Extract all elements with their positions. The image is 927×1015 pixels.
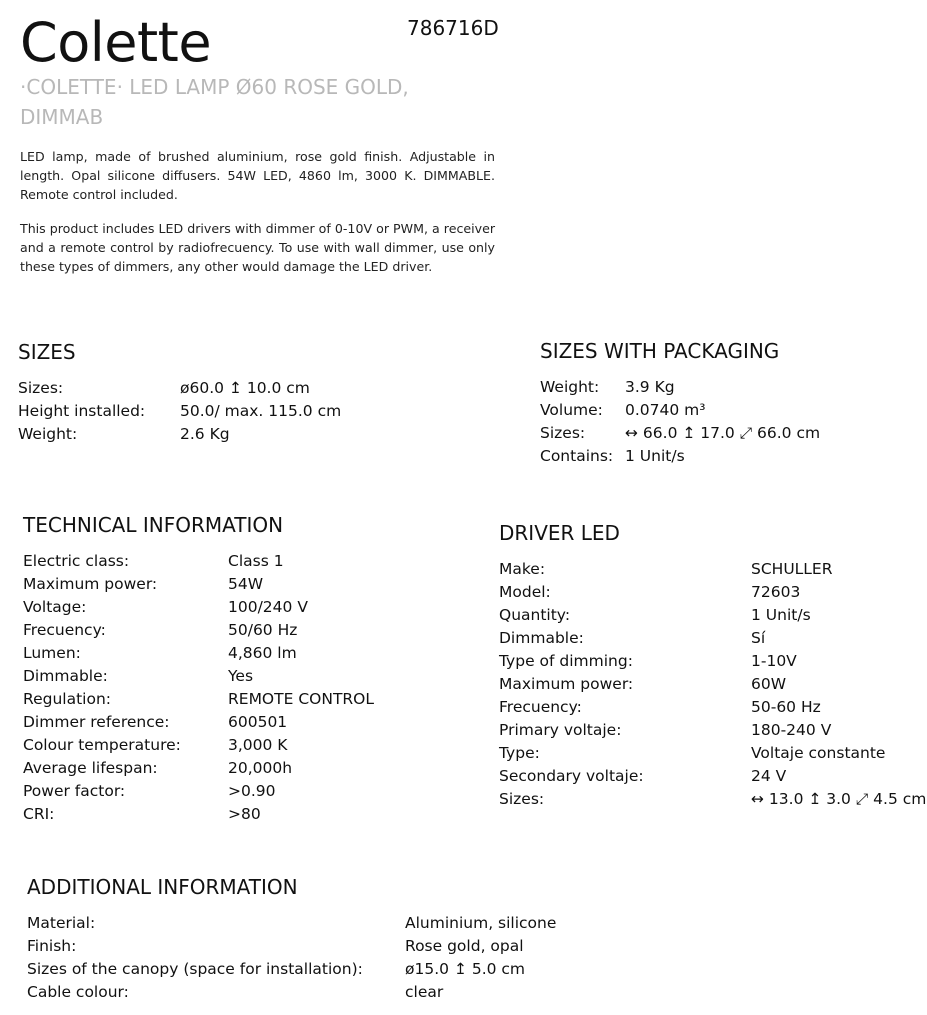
spec-row <box>23 596 463 619</box>
spec-row <box>18 377 488 400</box>
spec-row <box>540 376 920 399</box>
spec-value: clear <box>405 983 444 1001</box>
spec-value: 180-240 V <box>751 721 832 739</box>
spec-value: 20,000h <box>228 759 293 777</box>
spec-value: 2.6 Kg <box>180 425 230 443</box>
spec-row <box>499 696 924 719</box>
spec-label: Frecuency: <box>23 621 106 639</box>
spec-label: Average lifespan: <box>23 759 158 777</box>
spec-label: Dimmable: <box>23 667 108 685</box>
spec-value: Yes <box>228 667 254 685</box>
spec-row <box>23 688 463 711</box>
spec-label: Material: <box>27 914 96 932</box>
spec-label: Model: <box>499 583 551 601</box>
spec-label: Regulation: <box>23 690 111 708</box>
additional-section <box>27 874 627 1009</box>
spec-label: Volume: <box>540 401 603 419</box>
spec-value: 3.9 Kg <box>625 378 675 396</box>
spec-label: Lumen: <box>23 644 81 662</box>
spec-value: Class 1 <box>228 552 284 570</box>
spec-label: Quantity: <box>499 606 571 624</box>
product-description: LED lamp, made of brushed aluminium, rose gold finish. Adjustable in length. Opal silicone diffusers. 54W LED, 4860 lm, 3000 K. DIMMABLE. Remote control included. <box>20 149 495 202</box>
spec-value: 24 V <box>751 767 787 785</box>
spec-label: Sizes: <box>540 424 586 442</box>
spec-row <box>23 619 463 642</box>
spec-label: Type: <box>499 744 540 762</box>
spec-label: Primary voltaje: <box>499 721 622 739</box>
spec-value: 1 Unit/s <box>751 606 811 624</box>
spec-label: Dimmer reference: <box>23 713 170 731</box>
spec-label: Sizes: <box>499 790 545 808</box>
spec-value: 3,000 K <box>228 736 288 754</box>
spec-value: 4,860 lm <box>228 644 297 662</box>
spec-row <box>23 711 463 734</box>
driver-note: This product includes LED drivers with dimmer of 0-10V or PWM, a receiver and a remote control by radiofrecuency. To use with wall dimmer, use only these types of dimmers, any other would damage the LED driver. <box>20 221 495 274</box>
spec-label: Dimmable: <box>499 629 584 647</box>
spec-row <box>23 757 463 780</box>
spec-label: Weight: <box>18 425 78 443</box>
spec-value: ↔ 66.0 ↥ 17.0 ⤢ 66.0 cm <box>625 424 821 442</box>
spec-row <box>499 788 927 811</box>
spec-value: ø60.0 ↥ 10.0 cm <box>180 379 310 397</box>
spec-value: >80 <box>228 805 261 823</box>
spec-value: 72603 <box>751 583 801 601</box>
spec-row <box>499 581 924 604</box>
spec-value: REMOTE CONTROL <box>228 690 375 708</box>
spec-value: 100/240 V <box>228 598 308 616</box>
spec-row <box>23 734 463 757</box>
spec-label: Voltage: <box>23 598 87 616</box>
spec-row <box>499 742 924 765</box>
product-code: 786716D <box>407 16 499 40</box>
spec-value: 1-10V <box>751 652 797 670</box>
spec-row <box>540 422 920 445</box>
spec-value: SCHULLER <box>751 560 833 578</box>
spec-value: >0.90 <box>228 782 276 800</box>
driver-section <box>499 520 927 820</box>
spec-label: Maximum power: <box>23 575 158 593</box>
spec-row <box>27 935 627 958</box>
spec-label: Frecuency: <box>499 698 582 716</box>
sizes-section <box>18 339 488 449</box>
section-title: SIZES WITH PACKAGING <box>540 339 780 363</box>
spec-label: Power factor: <box>23 782 126 800</box>
spec-value: ↔ 13.0 ↥ 3.0 ⤢ 4.5 cm <box>751 790 927 808</box>
spec-row <box>23 803 463 826</box>
spec-row <box>23 642 463 665</box>
spec-value: Rose gold, opal <box>405 937 524 955</box>
spec-label: Sizes: <box>18 379 64 397</box>
spec-label: Secondary voltaje: <box>499 767 644 785</box>
spec-row <box>23 573 463 596</box>
spec-label: Cable colour: <box>27 983 129 1001</box>
spec-label: CRI: <box>23 805 55 823</box>
spec-label: Height installed: <box>18 402 146 420</box>
spec-label: Make: <box>499 560 546 578</box>
spec-value: ø15.0 ↥ 5.0 cm <box>405 960 526 978</box>
spec-label: Weight: <box>540 378 600 396</box>
spec-value: 50-60 Hz <box>751 698 821 716</box>
spec-row <box>27 912 627 935</box>
spec-row <box>499 604 924 627</box>
spec-row <box>27 958 627 981</box>
spec-row <box>18 400 488 423</box>
spec-row <box>499 719 924 742</box>
spec-value: 60W <box>751 675 787 693</box>
spec-value: 54W <box>228 575 264 593</box>
spec-value: 50/60 Hz <box>228 621 298 639</box>
section-title: ADDITIONAL INFORMATION <box>27 875 298 899</box>
spec-row <box>23 665 463 688</box>
spec-label: Contains: <box>540 447 614 465</box>
spec-row <box>499 765 924 788</box>
technical-section <box>23 512 463 832</box>
spec-label: Colour temperature: <box>23 736 181 754</box>
spec-value: 600501 <box>228 713 288 731</box>
spec-row <box>499 627 924 650</box>
product-title: Colette <box>20 11 212 74</box>
spec-row <box>540 399 920 422</box>
spec-label: Type of dimming: <box>499 652 633 670</box>
section-title: TECHNICAL INFORMATION <box>23 513 284 537</box>
spec-value: Voltaje constante <box>751 744 886 762</box>
spec-value: 50.0/ max. 115.0 cm <box>180 402 342 420</box>
spec-value: 0.0740 m³ <box>625 401 706 419</box>
spec-row <box>499 558 924 581</box>
spec-row <box>23 780 463 803</box>
spec-value: Sí <box>751 629 766 647</box>
section-title: SIZES <box>18 340 76 364</box>
spec-row <box>27 981 627 1004</box>
spec-value: 1 Unit/s <box>625 447 685 465</box>
spec-label: Finish: <box>27 937 77 955</box>
product-subtitle: ·COLETTE· LED LAMP Ø60 ROSE GOLD, DIMMAB <box>20 75 409 129</box>
spec-row <box>18 423 488 446</box>
packaging-section <box>540 338 920 468</box>
section-title: DRIVER LED <box>499 521 620 545</box>
spec-label: Electric class: <box>23 552 130 570</box>
spec-label: Maximum power: <box>499 675 634 693</box>
spec-value: Aluminium, silicone <box>405 914 557 932</box>
spec-row <box>499 673 924 696</box>
spec-row <box>23 550 463 573</box>
spec-label: Sizes of the canopy (space for installation): <box>27 960 363 978</box>
spec-row <box>540 445 920 468</box>
spec-row <box>499 650 924 673</box>
